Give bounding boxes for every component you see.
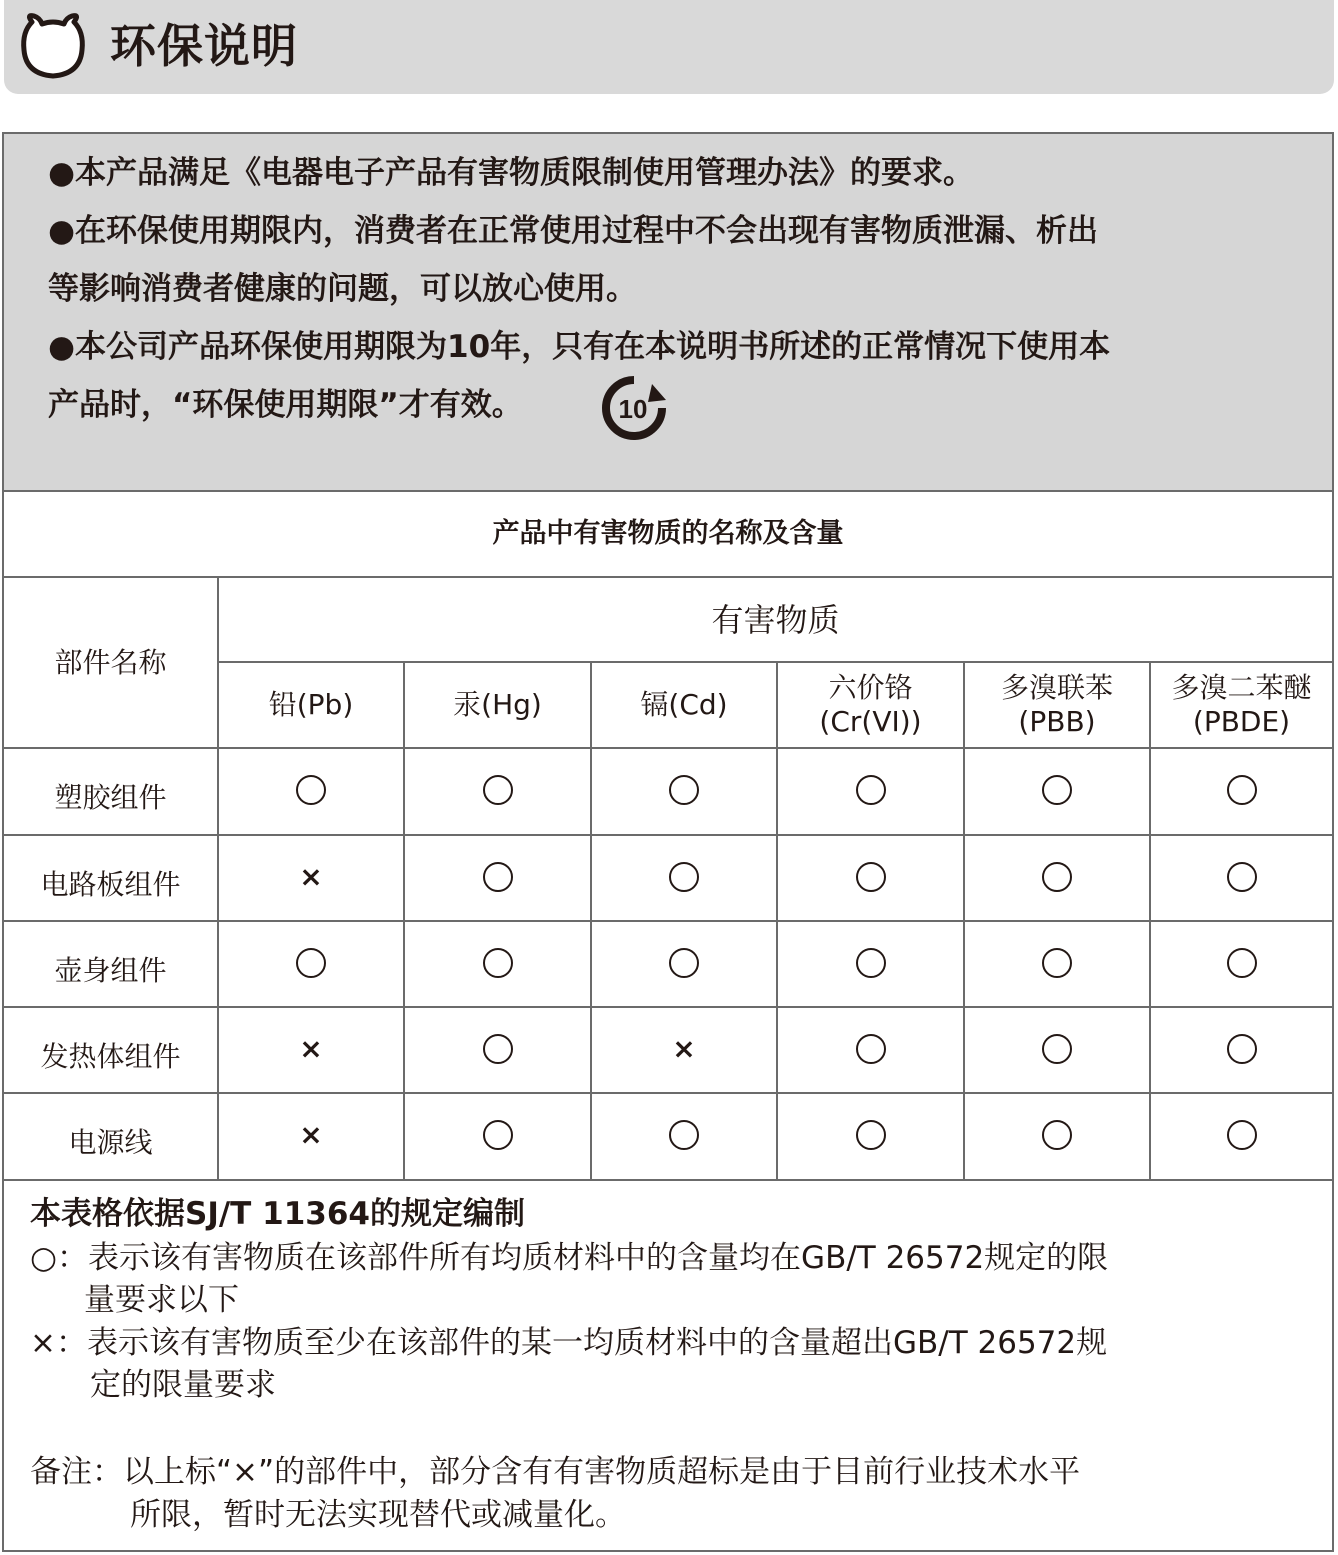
substance-cell [405,747,590,832]
compliant-circle-mark [483,862,513,892]
compliant-circle-mark [483,1120,513,1150]
substance-column-header [778,663,963,747]
substance-cell [592,920,776,1005]
substance-cell [1151,1006,1332,1091]
substance-cell [405,1006,590,1091]
substance-cell [965,1092,1149,1177]
substance-cell [219,747,403,832]
compliant-circle-mark [669,948,699,978]
compliant-circle-mark [669,862,699,892]
compliant-circle-mark [856,862,886,892]
part-name-cell: 塑胶组件 [54,780,167,814]
substance-cell [778,747,963,832]
compliant-circle-mark [1042,1120,1072,1150]
eco-period-badge-icon [600,376,668,440]
substance-cell [219,1092,403,1177]
substance-cell [592,747,776,832]
cross-legend-line: 定的限量要求 [90,1367,276,1403]
substance-cell [778,920,963,1005]
part-name-cell: 发热体组件 [40,1039,181,1073]
substance-column-header [592,663,776,747]
substance-cell [592,1006,776,1091]
part-name-cell: 电路板组件 [40,867,181,901]
compliant-circle-mark [483,1034,513,1064]
header-bar [4,0,1334,94]
column-header-line: (PBB) [1018,705,1096,738]
remark-line: 备注：以上标“×”的部件中，部分含有有害物质超标是由于目前行业技术水平 [30,1454,1081,1490]
compliant-circle-mark [1042,1034,1072,1064]
substance-cell [1151,920,1332,1005]
compliant-circle-mark [1227,1120,1257,1150]
substance-column-header [965,663,1149,747]
circle-legend-line: ○：表示该有害物质在该部件所有均质材料中的含量均在GB/T 26572规定的限 [30,1240,1109,1276]
substance-cell [965,920,1149,1005]
substance-cell [965,1006,1149,1091]
bear-head-icon [18,12,88,82]
substance-cell [405,834,590,919]
substance-cell [778,1006,963,1091]
exceeds-cross-mark: × [672,1031,696,1065]
compliant-circle-mark [296,775,326,805]
compliant-circle-mark [296,948,326,978]
column-header-line: (Cr(VI)) [819,705,922,738]
compliant-circle-mark [856,1120,886,1150]
substance-column-header [405,663,590,747]
substance-cell [219,834,403,919]
compliant-circle-mark [483,948,513,978]
substance-cell [1151,747,1332,832]
table-basis-note: 本表格依据SJ/T 11364的规定编制 [30,1196,525,1232]
intro-line: 产品时，“环保使用期限”才有效。 [48,387,523,423]
intro-line: ●在环保使用期限内，消费者在正常使用过程中不会出现有害物质泄漏、析出 [48,213,1099,249]
compliant-circle-mark [483,775,513,805]
column-header-line: 铅(Pb) [268,688,354,721]
compliant-circle-mark [669,1120,699,1150]
substance-cell [405,1092,590,1177]
substance-cell [965,747,1149,832]
compliant-circle-mark [856,1034,886,1064]
page-title: 环保说明 [110,19,298,73]
exceeds-cross-mark: × [299,1031,323,1065]
compliant-circle-mark [856,775,886,805]
column-header-line: 镉(Cd) [640,688,728,721]
exceeds-cross-mark: × [299,859,323,893]
compliant-circle-mark [1227,1034,1257,1064]
intro-line: ●本公司产品环保使用期限为10年，只有在本说明书所述的正常情况下使用本 [48,329,1111,365]
substance-cell [1151,834,1332,919]
part-name-cell: 壶身组件 [54,953,167,987]
column-header-line: 多溴联苯 [1000,671,1113,704]
substance-cell [219,920,403,1005]
column-header-line: 多溴二苯醚 [1171,671,1312,704]
compliant-circle-mark [669,775,699,805]
column-header-line: 汞(Hg) [453,688,542,721]
compliant-circle-mark [1042,775,1072,805]
substance-cell [592,834,776,919]
substance-cell [778,834,963,919]
compliant-circle-mark [1227,775,1257,805]
substance-cell [778,1092,963,1177]
substance-column-header [1151,663,1332,747]
cross-legend-line: ×：表示该有害物质至少在该部件的某一均质材料中的含量超出GB/T 26572规 [30,1325,1108,1361]
hazardous-substance-header: 有害物质 [711,600,840,639]
intro-line: 等影响消费者健康的问题，可以放心使用。 [48,271,637,307]
compliant-circle-mark [1227,948,1257,978]
table-title: 产品中有害物质的名称及含量 [4,492,1332,578]
substance-cell [592,1092,776,1177]
column-header-line: (PBDE) [1192,705,1291,738]
badge-number: 10 [618,394,648,424]
substance-cell [405,920,590,1005]
compliant-circle-mark [1042,948,1072,978]
compliant-circle-mark [1227,862,1257,892]
substance-column-header [219,663,403,747]
compliant-circle-mark [1042,862,1072,892]
intro-line: ●本产品满足《电器电子产品有害物质限制使用管理办法》的要求。 [48,155,975,191]
part-name-header: 部件名称 [54,645,167,679]
substance-cell [219,1006,403,1091]
substance-cell [1151,1092,1332,1177]
compliant-circle-mark [856,948,886,978]
remark-line: 所限，暂时无法实现替代或减量化。 [130,1497,626,1533]
circle-legend-line: 量要求以下 [84,1282,239,1318]
exceeds-cross-mark: × [299,1117,323,1151]
column-header-line: 六价铬 [828,671,913,704]
part-name-cell: 电源线 [68,1125,153,1159]
substance-cell [965,834,1149,919]
